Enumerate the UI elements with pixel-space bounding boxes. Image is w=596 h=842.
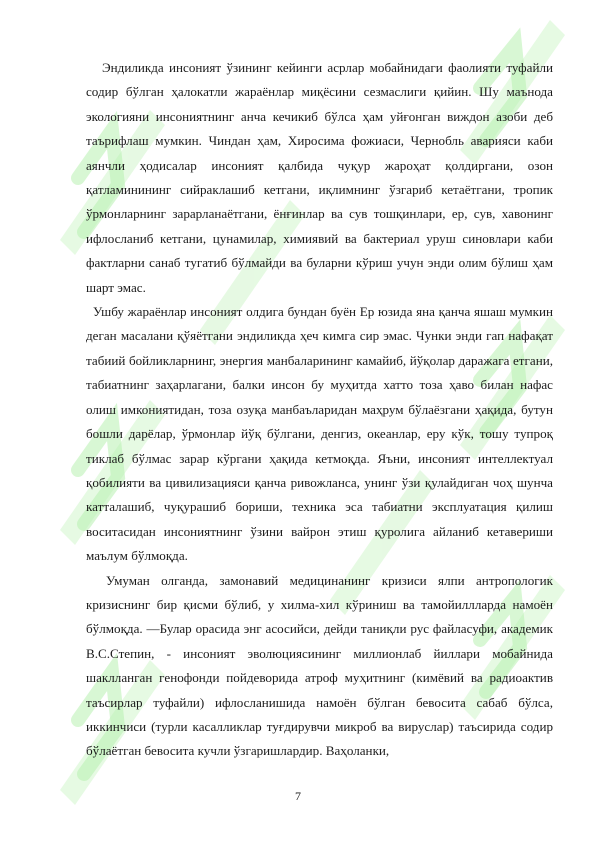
document-page (86, 56, 553, 764)
paragraph: Умуман олганда, замонавий медицинанинг кризиси ялпи антропологик кризиснинг бир қисми бўлиб, у хилма-хил кўриниш ва тамойиллларда намоён бўлмоқда. ―Булар орасида энг асосийси, дейди таниқли рус файласуфи, академик В.С.Степин, - инсоният эволюциясининг миллионлаб йиллари мобайнида шаклланган генофонди пойдеворида атроф муҳитнинг (кимёвий ва радиоактив таъсирлар туфайли) ифлосланишида намоён бўлган бевосита сабаб бўлса, иккинчиси (турли касалликлар туғдирувчи микроб ва вируслар) таъсирида содир бўлаётган бевосита кучли ўзгаришлардир. Ваҳоланки, (86, 572, 553, 759)
paragraph: Ушбу жараёнлар инсоният олдига бундан буён Ер юзида яна қанча яшаш мумкин деган масалани қўяётгани эндиликда ҳеч кимга сир эмас. Чунки энди гап нафақат табиий бойликларнинг, энергия манбаларининг камайиб, йўқолар даражага етгани, табиатнинг заҳарлагани, балки инсон бу муҳитда хатто тоза ҳаво билан нафас олиш имкониятидан, тоза озуқа манбаъларидан маҳрум бўлаёзгани ҳақида, бутун бошли дарёлар, ўрмонлар йўқ бўлгани, денгиз, океанлар, еру кўк, тошу тупроқ тиклаб бўлмас зарар кўргани ҳақида кетмоқда. Яъни, инсоният интеллектуал қобилияти ва цивилизацияси қанча ривожланса, унинг ўзи қулайдиган чоҳ шунча катталашиб, чуқурашиб бориши, техника эса табиатни эксплуатация қилиш воситасидан инсониятнинг ўзини вайрон этиш қуролига айланиб кетавериши маълум бўлмоқда. (86, 304, 553, 564)
paragraph: Эндиликда инсоният ўзининг кейинги асрлар мобайнидаги фаолияти туфайли содир бўлган ҳалокатли жараёнлар миқёсини сезмаслиги қийин. Шу маънода экологияни инсониятнинг анча кечикиб бўлса ҳам уйғонган виждон азоби деб таърифлаш мумкин. Чиндан ҳам, Хиросима фожиаси, Чернобль аварияси каби аянчли ҳодисалар инсоният қалбида чуқур жароҳат қолдиргани, озон қатламинининг сийраклашиб кетгани, иқлимнинг ўзгариб кетаётгани, тропик ўрмонларнинг зарарланаётгани, ёнғинлар ва сув тошқинлари, ер, сув, хавонинг ифлосланиб кетгани, цунамилар, химиявий ва бактериал уруш синовлари каби фактларни санаб тугатиб бўлмайди ва буларни кўриш учун энди олим бўлиш ҳам шарт эмас. (86, 60, 553, 295)
page-number: 7 (295, 789, 301, 803)
